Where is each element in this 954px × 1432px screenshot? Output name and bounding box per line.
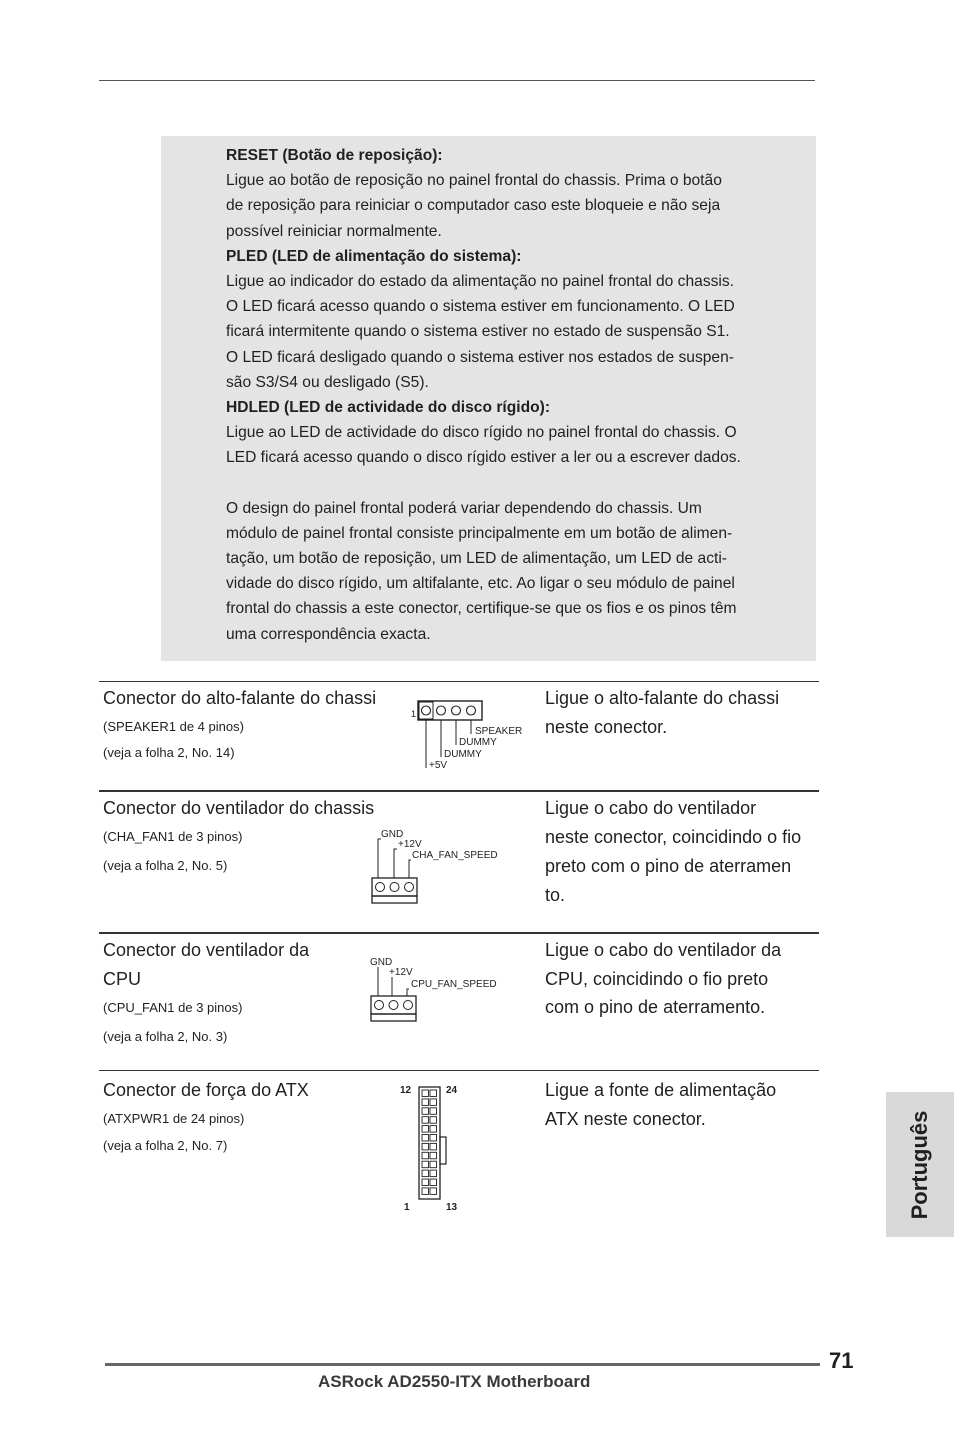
pled-title: PLED (LED de alimentação do sistema):: [226, 247, 522, 265]
header-outline: [371, 996, 416, 1014]
page-number: 71: [829, 1348, 854, 1373]
cpu-fan-title-line: Conector do ventilador da: [103, 940, 310, 960]
wire: [407, 989, 409, 996]
atx-pin: [430, 1143, 437, 1150]
cha-fan-ref: (veja a folha 2, No. 5): [103, 858, 228, 873]
cha-fan-pin-diagram: [371, 828, 506, 908]
section-rule: [99, 681, 819, 682]
hdled-line: LED ficará acesso quando o disco rígido estiver a ler ou a escrever dados.: [226, 449, 741, 467]
speaker-ref: (veja a folha 2, No. 14): [103, 745, 235, 760]
reset-line: de reposição para reiniciar o computador caso este bloqueie e não seja: [226, 197, 721, 215]
atx-pin: [422, 1170, 429, 1177]
design-line: uma correspondência exacta.: [226, 625, 431, 643]
design-line: frontal do chassis a este conector, certifique-se que os fios e os pinos têm: [226, 600, 737, 618]
atx-pin: [422, 1099, 429, 1106]
reset-line: possível reiniciar normalmente.: [226, 222, 442, 240]
atx-pins: (ATXPWR1 de 24 pinos): [103, 1111, 245, 1126]
atx-pin: [422, 1179, 429, 1186]
section-rule: [99, 1070, 819, 1071]
wire: [378, 839, 381, 878]
atx-desc-line: ATX neste conector.: [545, 1109, 706, 1129]
pin: [390, 883, 399, 892]
atx-pin: [430, 1170, 437, 1177]
cha-fan-desc-line: preto com o pino de aterramen: [545, 856, 792, 876]
atx-pin: [430, 1108, 437, 1115]
cha-fan-desc-line: Ligue o cabo do ventilador: [545, 798, 757, 818]
atx-pin: [422, 1143, 429, 1150]
header-outline: [418, 701, 482, 720]
atx-pin: [422, 1161, 429, 1168]
pin1-label: 1: [404, 1202, 410, 1213]
gnd-label: GND: [381, 829, 404, 840]
gnd-label: GND: [370, 957, 393, 968]
atx-pin: [422, 1152, 429, 1159]
cpu-fan-speed-label: CPU_FAN_SPEED: [411, 979, 497, 990]
pin: [422, 706, 431, 715]
cha-fan-desc-line: to.: [545, 885, 566, 905]
12v-label: +12V: [398, 839, 422, 850]
cpu-fan-desc-line: com o pino de aterramento.: [545, 997, 766, 1017]
cha-fan-title: Conector do ventilador do chassis: [103, 798, 375, 818]
atx-pin: [422, 1108, 429, 1115]
speaker-pins: (SPEAKER1 de 4 pinos): [103, 719, 244, 734]
pin: [405, 883, 414, 892]
cha-fan-pins: (CHA_FAN1 de 3 pinos): [103, 829, 243, 844]
design-line: tação, um botão de reposição, um LED de alimentação, um LED de acti-: [226, 550, 728, 567]
pin: [452, 706, 461, 715]
wire: [394, 849, 397, 878]
pin: [376, 883, 385, 892]
bottom-rule: [105, 1363, 820, 1366]
top-rule: [99, 80, 815, 81]
cpu-fan-desc-line: CPU, coincidindo o fio preto: [545, 969, 769, 989]
cpu-fan-ref: (veja a folha 2, No. 3): [103, 1029, 228, 1044]
atx-pin: [430, 1188, 437, 1195]
pin12-label: 12: [400, 1085, 412, 1096]
speaker-title: Conector do alto-falante do chassi: [103, 688, 377, 708]
atx-pin: [422, 1090, 429, 1097]
atx-pin: [430, 1135, 437, 1142]
atx-pin-grid: [422, 1090, 437, 1194]
atx-title: Conector de força do ATX: [103, 1080, 309, 1100]
speaker-desc-line: Ligue o alto-falante do chassi: [545, 688, 780, 708]
pin: [437, 706, 446, 715]
5v-pin-label: +5V: [429, 760, 448, 771]
atx-pin: [422, 1126, 429, 1133]
pin1-label: 1: [411, 709, 417, 719]
atx-pin: [422, 1188, 429, 1195]
atx-pin: [422, 1117, 429, 1124]
pled-line: são S3/S4 ou desligado (S5).: [226, 373, 429, 391]
pin: [404, 1001, 413, 1010]
section-rule: [99, 790, 819, 792]
atx-pin: [430, 1179, 437, 1186]
atx-pin: [422, 1135, 429, 1142]
design-line: vidade do disco rígido, um altifalante, etc. Ao ligar o seu módulo de painel: [226, 575, 735, 593]
header-base: [371, 1014, 416, 1021]
wire: [409, 860, 411, 878]
pin: [389, 1001, 398, 1010]
atx-pin: [430, 1161, 437, 1168]
note-text: [226, 143, 796, 647]
atx-pin-diagram: [397, 1080, 472, 1215]
footer-title: ASRock AD2550-ITX Motherboard: [318, 1372, 591, 1391]
atx-ref: (veja a folha 2, No. 7): [103, 1138, 228, 1153]
pled-line: Ligue ao indicador do estado da alimentação no painel frontal do chassis.: [226, 272, 735, 290]
section-rule: [99, 932, 819, 934]
dummy-pin-label: DUMMY: [459, 737, 497, 748]
pin: [375, 1001, 384, 1010]
atx-power-connector-section: [99, 1070, 819, 1230]
front-panel-note-box: [161, 136, 816, 661]
atx-desc-line: Ligue a fonte de alimentação: [545, 1080, 777, 1100]
cpu-fan-title-line: CPU: [103, 969, 142, 989]
atx-pin: [430, 1152, 437, 1159]
chassis-fan-connector-section: [99, 790, 819, 932]
speaker-connector-section: [99, 681, 819, 789]
atx-pin: [430, 1117, 437, 1124]
design-line: módulo de painel frontal consiste principalmente em um botão de alimen-: [226, 524, 733, 542]
pin24-label: 24: [446, 1085, 458, 1096]
pled-line: O LED ficará desligado quando o sistema estiver nos estados de suspen-: [226, 348, 734, 366]
pled-line: ficará intermitente quando o sistema estiver no estado de suspensão S1.: [226, 323, 730, 341]
atx-pin: [430, 1099, 437, 1106]
cha-fan-speed-label: CHA_FAN_SPEED: [412, 850, 498, 861]
atx-pin: [430, 1090, 437, 1097]
paragraph-gap: [226, 470, 796, 495]
language-side-tab: [886, 1092, 954, 1237]
header-outline: [372, 878, 417, 896]
12v-label: +12V: [389, 967, 413, 978]
pled-line: O LED ficará acesso quando o sistema estiver em funcionamento. O LED: [226, 298, 735, 316]
reset-title: RESET (Botão de reposição):: [226, 147, 443, 164]
reset-line: Ligue ao botão de reposição no painel frontal do chassis. Prima o botão: [226, 172, 722, 190]
connector-latch: [440, 1137, 446, 1164]
cpu-fan-connector-section: [99, 932, 819, 1070]
hdled-title: HDLED (LED de actividade do disco rígido):: [226, 398, 551, 416]
atx-pin: [430, 1126, 437, 1133]
cha-fan-desc-line: neste conector, coincidindo o fio: [545, 827, 802, 847]
pin: [467, 706, 476, 715]
cpu-fan-desc-line: Ligue o cabo do ventilador da: [545, 940, 782, 960]
hdled-line: Ligue ao LED de actividade do disco rígido no painel frontal do chassis. O: [226, 424, 737, 442]
dummy-pin-label: DUMMY: [444, 749, 482, 760]
design-line: O design do painel frontal poderá variar dependendo do chassis. Um: [226, 499, 702, 517]
language-label: Português: [907, 1110, 932, 1219]
speaker-pin-diagram: [408, 698, 523, 773]
speaker-pin-label: SPEAKER: [475, 726, 523, 737]
header-base: [372, 896, 417, 903]
pin13-label: 13: [446, 1202, 458, 1213]
speaker-desc-line: neste conector.: [545, 717, 668, 737]
cpu-fan-pin-diagram: [369, 956, 504, 1026]
cpu-fan-pins: (CPU_FAN1 de 3 pinos): [103, 1000, 243, 1015]
